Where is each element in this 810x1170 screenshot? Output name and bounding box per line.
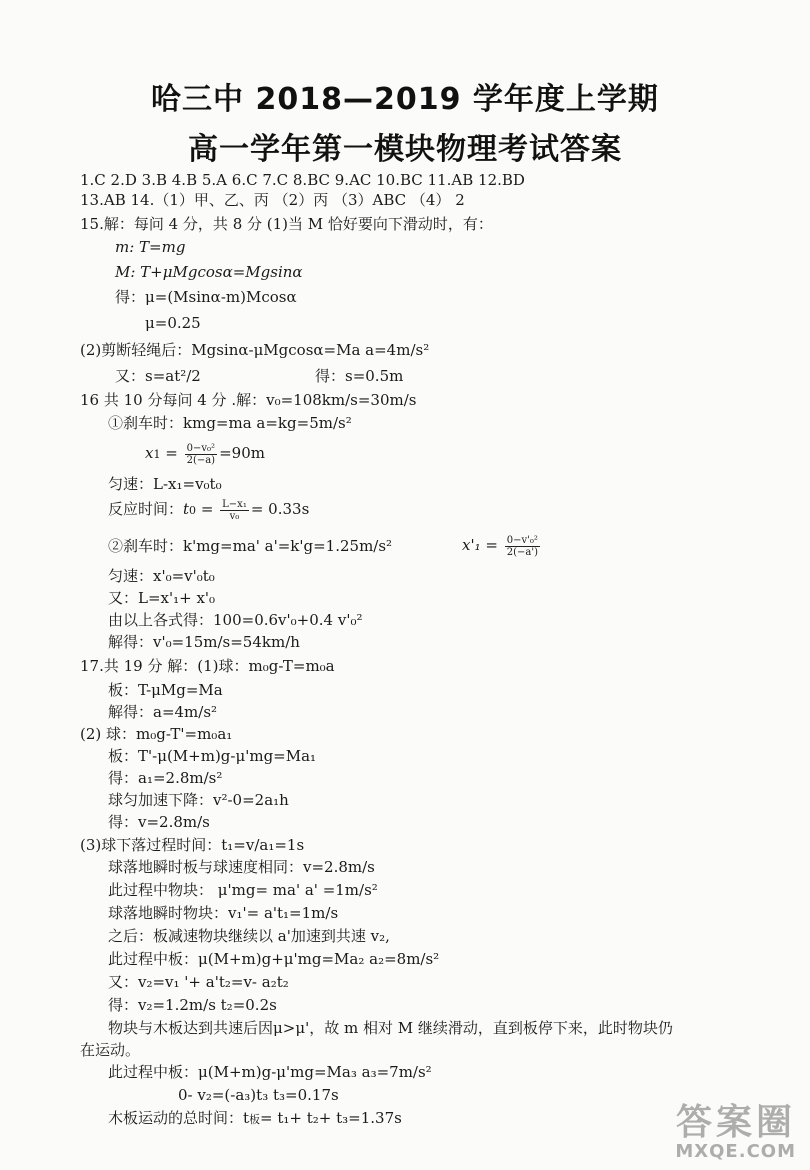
exam-title: 哈三中 2018—2019 学年度上学期 — [151, 82, 659, 117]
q15-line: M: T+μMgcosα=Mgsinα — [115, 263, 303, 281]
q16-line: 匀速：L-x₁=v₀t₀ — [108, 475, 222, 493]
q15-line: μ=0.25 — [145, 314, 201, 332]
answers-choice-1-12: 1.C 2.D 3.B 4.B 5.A 6.C 7.C 8.BC 9.AC 10.BC 11.AB 12.BD — [80, 171, 525, 189]
t0-result: = 0.33s — [250, 500, 310, 518]
q15-line: (2)剪断轻绳后：Mgsinα-μMgcosα=Ma a=4m/s² — [80, 341, 430, 359]
t0-symbol: t — [183, 500, 190, 518]
q15-line: 得：μ=(Msinα-m)Mcosα — [115, 288, 297, 306]
q17-line: 板：T'-μ(M+m)g-μ'mg=Ma₁ — [108, 747, 317, 765]
q15-header: 15.解：每问 4 分，共 8 分 (1)当 M 恰好要向下滑动时，有： — [80, 215, 493, 233]
q17-line: 之后：板减速物块继续以 a'加速到共速 v₂, — [108, 927, 390, 945]
q17-line: 球匀加速下降：v²-0=2a₁h — [108, 791, 289, 809]
site-watermark — [675, 1094, 796, 1162]
q17-line: 0- v₂=(-a₃)t₃ t₃=0.17s — [178, 1086, 339, 1104]
q15-line: 得：s=0.5m — [315, 367, 404, 385]
answers-13-14: 13.AB 14.（1）甲、乙、丙 （2）丙 （3）ABC （4） 2 — [80, 191, 465, 209]
t0-fraction — [220, 499, 249, 522]
watermark-logo-text: 答案圈 — [675, 1102, 796, 1143]
q16-line: 解得：v'₀=15m/s=54km/h — [108, 633, 300, 651]
xp1-fraction — [505, 535, 540, 558]
q17-line: 得：a₁=2.8m/s² — [108, 769, 223, 787]
t0-numerator: L−x₁ — [222, 498, 247, 510]
q15-line: m: T=mg — [115, 238, 186, 256]
q17-line: 此过程中板：μ(M+m)g-μ'mg=Ma₃ a₃=7m/s² — [108, 1063, 432, 1081]
watermark-url: MXQE.COM — [675, 1141, 796, 1162]
x1-fraction — [185, 443, 218, 466]
q16-line: 又：L=x'₁+ x'₀ — [108, 589, 216, 607]
q16-line: 匀速：x'₀=v'₀t₀ — [108, 567, 215, 585]
xp1-denominator: 2(−a') — [506, 546, 538, 558]
x1-numerator: 0−v₀² — [185, 443, 218, 455]
xp1-numerator: 0−v'₀² — [505, 535, 540, 547]
q17-line: 得：v=2.8m/s — [108, 813, 210, 831]
q16-header: 16 共 10 分每问 4 分 .解：v₀=108km/s=30m/s — [80, 391, 417, 409]
q17-line: 在运动。 — [80, 1041, 141, 1059]
q17-line: (2) 球：m₀g-T'=m₀a₁ — [80, 725, 233, 743]
q17-line: 物块与木板达到共速后因μ>μ'，故 m 相对 M 继续滑动，直到板停下来，此时物块仍 — [108, 1019, 673, 1037]
total-time-label: 木板运动的总时间：t — [108, 1109, 250, 1127]
q17-line: 球落地瞬时物块：v₁'= a't₁=1m/s — [108, 904, 339, 922]
q15-line: 又：s=at²/2 — [115, 367, 201, 385]
q16-t0-equation: 反应时间：t0 = $\frac{\text{L−x₁}}{\text{v₀}}$ = 0.33s — [108, 498, 310, 522]
xp1-label: x'₁ = — [462, 536, 498, 554]
q16-x1-equation: x1 = $\frac{\text{0−v₀²}}{2(-a)}$ =90m — [145, 442, 265, 466]
q16-line: ①刹车时：kmg=ma a=kg=5m/s² — [108, 414, 352, 432]
q17-line: 此过程中板：μ(M+m)g+μ'mg=Ma₂ a₂=8m/s² — [108, 950, 440, 968]
q17-line: 此过程中物块： μ'mg= ma' a' =1m/s² — [108, 881, 378, 899]
x1-symbol: x — [145, 444, 154, 462]
exam-subtitle: 高一学年第一模块物理考试答案 — [188, 132, 622, 167]
q17-total-time — [108, 1108, 402, 1130]
q17-line: (3)球下落过程时间：t₁=v/a₁=1s — [80, 836, 305, 854]
x1-result: =90m — [219, 444, 265, 462]
x1-denominator: 2(−a) — [186, 454, 216, 466]
q17-line: 球落地瞬时板与球速度相同：v=2.8m/s — [108, 858, 375, 876]
total-time-subscript: 板 — [249, 1113, 261, 1126]
q17-line: 得：v₂=1.2m/s t₂=0.2s — [108, 996, 277, 1014]
q16-line: 由以上各式得：100=0.6v'₀+0.4 v'₀² — [108, 611, 363, 629]
total-time-value: = t₁+ t₂+ t₃=1.37s — [260, 1109, 402, 1127]
t0-subscript: 0 — [189, 504, 197, 517]
q17-line: 板：T-μMg=Ma — [108, 681, 223, 699]
q17-line: 又：v₂=v₁ '+ a't₂=v- a₂t₂ — [108, 973, 289, 991]
q16-line: ②刹车时：k'mg=ma' a'=k'g=1.25m/s² — [108, 537, 393, 555]
q17-line: 解得：a=4m/s² — [108, 703, 218, 721]
t0-denominator: v₀ — [229, 510, 240, 522]
q17-header: 17.共 19 分 解：(1)球：m₀g-T=m₀a — [80, 657, 335, 675]
reaction-time-label: 反应时间： — [108, 500, 184, 518]
x1-subscript: 1 — [153, 448, 161, 461]
q16-xp1-equation — [462, 528, 542, 562]
